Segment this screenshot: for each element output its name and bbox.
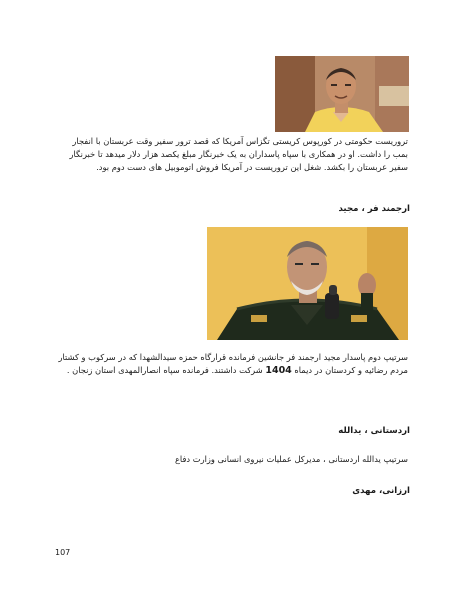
bio-paragraph-1 [48,135,408,174]
paragraph-line: سرتیپ دوم پاسدار مجید ارجمند فر جانشین فرمانده قرارگاه حمزه سیدالشهدا که در سرکوب و کشتار [58,352,408,362]
line-text: مردم رضائیه و کردستان در دیماه [291,365,408,375]
person-heading-arjmandfar: ارجمند فر ، مجید [338,204,410,214]
paragraph-line: سفیر عربستان را بکشد. شغل این تروریست در آمریکا فروش اتوموبیل های دست دوم بود. [96,162,408,172]
page-number: 107 [55,548,71,557]
portrait-photo-2 [207,227,408,340]
bio-paragraph-3: سرتیپ یدالله اردستانی ، مدیرکل عملیات نیروی انسانی وزارت دفاع [174,454,408,464]
bio-paragraph-2 [48,351,408,377]
year-value: 1404 [265,365,292,376]
line-text: شرکت داشتند. فرمانده سپاه انصارالمهدی استان زنجان . [66,365,266,375]
person-heading-ardestani: اردستانی ، یدالله [338,426,410,436]
paragraph-line [48,364,408,377]
person-heading-arzani: ارزانی، مهدی [352,486,410,496]
portrait-photo-1 [275,56,409,132]
paragraph-line: تروریست حکومتی در کورپوس کریستی تگزاس آمریکا که قصد ترور سفیر وقت عربستان با انفجار [72,136,408,146]
paragraph-line: بمب را داشت. او در همکاری با سپاه پاسداران به یک خبرنگار مبلغ یکصد هزار دلار میدهد تا خبرنگار [69,149,408,159]
